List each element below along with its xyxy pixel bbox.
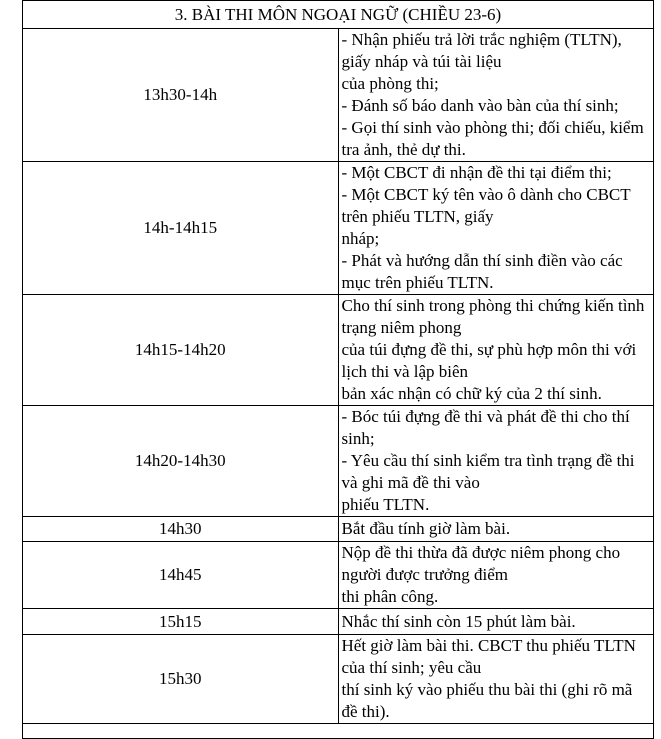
task-line: - Yêu cầu thí sinh kiểm tra tình trạng đề thi và ghi mã đề thi vào bbox=[341, 451, 635, 492]
time-cell: 14h15-14h20 bbox=[23, 295, 339, 406]
task-cell bbox=[338, 609, 654, 635]
time-cell: 14h30 bbox=[23, 517, 339, 542]
task-line: - Một CBCT ký tên vào ô dành cho CBCT trên phiếu TLTN, giấy bbox=[341, 185, 631, 226]
task-line: - Một CBCT đi nhận đề thi tại điểm thi; bbox=[341, 163, 612, 182]
task-cell bbox=[338, 542, 654, 609]
task-line: - Phát và hướng dẫn thí sinh điền vào các mục trên phiếu TLTN. bbox=[341, 251, 623, 292]
task-line: thí sinh ký vào phiếu thu bài thi (ghi rõ mã đề thi). bbox=[341, 680, 633, 721]
task-line: Hết giờ làm bài thi. CBCT thu phiếu TLTN của thí sinh; yêu cầu bbox=[341, 636, 636, 677]
task-line: của phòng thi; bbox=[341, 74, 439, 93]
task-line: - Gọi thí sinh vào phòng thi; đối chiếu, kiểm tra ảnh, thẻ dự thi. bbox=[341, 118, 644, 159]
time-cell: 14h45 bbox=[23, 542, 339, 609]
task-cell bbox=[338, 29, 654, 162]
table-row bbox=[23, 517, 654, 542]
table-row bbox=[23, 295, 654, 406]
table-row bbox=[23, 162, 654, 295]
task-line: - Bóc túi đựng đề thi và phát đề thi cho thí sinh; bbox=[341, 407, 630, 448]
time-cell: 14h20-14h30 bbox=[23, 406, 339, 517]
time-cell: 13h30-14h bbox=[23, 29, 339, 162]
task-line: thi phân công. bbox=[341, 587, 439, 606]
next-section-cutoff bbox=[23, 724, 654, 739]
table-row bbox=[23, 406, 654, 517]
task-line: nháp; bbox=[341, 229, 380, 248]
table-row bbox=[23, 29, 654, 162]
task-line: phiếu TLTN. bbox=[341, 495, 430, 514]
time-cell: 14h-14h15 bbox=[23, 162, 339, 295]
task-line: Nhắc thí sinh còn 15 phút làm bài. bbox=[341, 611, 576, 631]
time-cell: 15h15 bbox=[23, 609, 339, 635]
task-cell bbox=[338, 162, 654, 295]
task-cell bbox=[338, 635, 654, 724]
time-cell: 15h30 bbox=[23, 635, 339, 724]
table-row bbox=[23, 542, 654, 609]
task-cell bbox=[338, 517, 654, 542]
table-row bbox=[23, 609, 654, 635]
task-line: - Nhận phiếu trả lời trắc nghiệm (TLTN), giấy nháp và túi tài liệu bbox=[341, 30, 622, 71]
task-line: Nộp đề thi thừa đã được niêm phong cho người được trưởng điểm bbox=[341, 543, 621, 584]
schedule-table bbox=[22, 0, 654, 739]
task-line: của túi đựng đề thi, sự phù hợp môn thi với lịch thi và lập biên bbox=[341, 340, 637, 381]
task-cell bbox=[338, 406, 654, 517]
title-row bbox=[23, 1, 654, 29]
task-line: bản xác nhận có chữ ký của 2 thí sinh. bbox=[341, 384, 602, 403]
task-cell bbox=[338, 295, 654, 406]
task-line: - Đánh số báo danh vào bàn của thí sinh; bbox=[341, 96, 619, 115]
section-title: 3. BÀI THI MÔN NGOẠI NGỮ (CHIỀU 23-6) bbox=[23, 1, 654, 29]
next-section-row bbox=[23, 724, 654, 739]
task-line: Bắt đầu tính giờ làm bài. bbox=[341, 519, 511, 538]
task-line: Cho thí sinh trong phòng thi chứng kiến tình trạng niêm phong bbox=[341, 296, 645, 337]
table-row bbox=[23, 635, 654, 724]
